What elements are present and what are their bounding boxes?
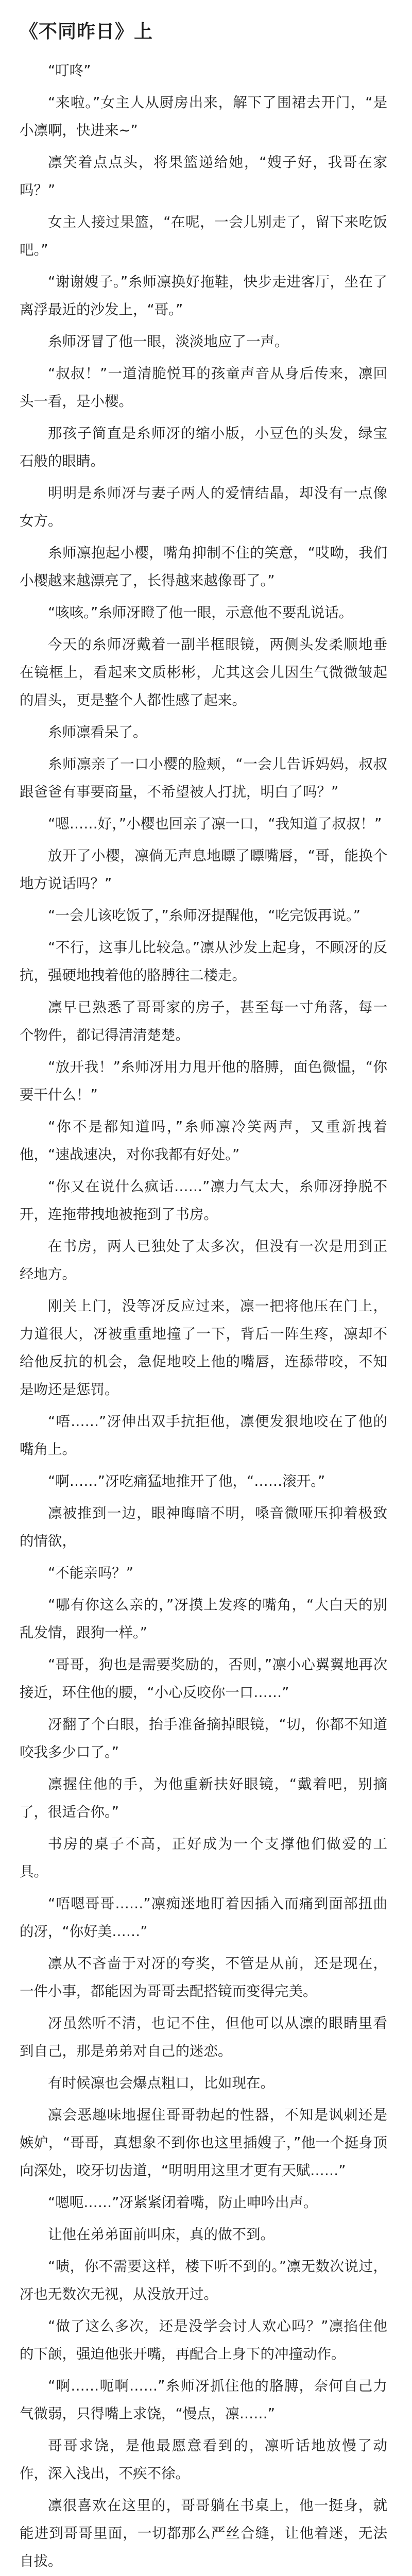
paragraph: 有时候凛也会爆点粗口，比如现在。 bbox=[48, 2075, 274, 2091]
paragraph: “叔叔！”一道清脆悦耳的孩童声音从身后传来，凛回头一看，是小樱。 bbox=[20, 365, 387, 410]
paragraph: 冴翻了个白眼，抬手准备摘掉眼镜，“切，你都不知道咬我多少口了。” bbox=[20, 1716, 387, 1760]
paragraph: 糸师凛抱起小樱，嘴角抑制不住的笑意，“哎呦，我们小樱越来越漂亮了，长得越来越像哥了。” bbox=[20, 545, 387, 589]
paragraph: “来啦。”女主人从厨房出来，解下了围裙去开门，“是小凛啊，快进来~” bbox=[20, 94, 387, 139]
paragraph: 凛很喜欢在这里的，哥哥躺在书桌上，他一挺身，就能进到哥哥里面，一切都那么严丝合缝，让他着迷，无法自拔。 bbox=[20, 2497, 387, 2569]
paragraph: 凛会恶趣味地握住哥哥勃起的性器，不知是讽刺还是嫉妒，“哥哥，真想象不到你也这里插嫂子，”他一个挺身顶向深处，咬牙切齿道，“明明用这里才更有天赋……” bbox=[20, 2107, 387, 2179]
paragraph: “你又在说什么疯话……”凛力气太大，糸师冴挣脱不开，连拖带拽地被拖到了书房。 bbox=[20, 1178, 387, 1223]
paragraph: 刚关上门，没等冴反应过来，凛一把将他压在门上，力道很大，冴被重重地撞了一下，背后一阵生疼，凛却不给他反抗的机会，急促地咬上他的嘴唇，连舔带咬，不知是吻还是惩罚。 bbox=[20, 1298, 387, 1398]
paragraph: 凛从不吝啬于对冴的夸奖，不管是从前，还是现在，一件小事，都能因为哥哥去配搭镜而变得完美。 bbox=[20, 1955, 387, 1999]
paragraph: “哥哥，狗也是需要奖励的，否则，”凛小心翼翼地再次接近，环住他的腰，“小心反咬你一口……” bbox=[20, 1656, 387, 1701]
paragraph: “放开我！”糸师冴用力甩开他的胳膊，面色微愠，“你要干什么！” bbox=[20, 1059, 387, 1103]
paragraph: 凛早已熟悉了哥哥家的房子，甚至每一寸角落，每一个物件，都记得清清楚楚。 bbox=[20, 999, 387, 1043]
paragraph: “嗯呃……”冴紧紧闭着嘴，防止呻吟出声。 bbox=[48, 2194, 318, 2211]
paragraph: “你不是都知道吗，”糸师凛冷笑两声，又重新拽着他，“速战速决，对你我都有好处。” bbox=[20, 1118, 387, 1163]
paragraph: “咳咳。”糸师冴瞪了他一眼，示意他不要乱说话。 bbox=[48, 604, 353, 621]
paragraph: 明明是糸师冴与妻子两人的爱情结晶，却没有一点像女方。 bbox=[20, 485, 387, 529]
paragraph: 凛笑着点点头，将果篮递给她，“嫂子好，我哥在家吗？” bbox=[20, 154, 387, 198]
paragraph: 放开了小樱，凛倘无声息地瞟了瞟嘴唇，“哥，能换个地方说话吗？” bbox=[20, 848, 387, 892]
paragraph: 今天的糸师冴戴着一副半框眼镜，两侧头发柔顺地垂在镜框上，看起来文质彬彬，尤其这会儿因生气微微皱起的眉头，更是整个人都性感了起来。 bbox=[20, 636, 387, 708]
paragraph: “哪有你这么亲的，”冴摸上发疼的嘴角，“大白天的别乱发情，跟狗一样。” bbox=[20, 1597, 387, 1641]
paragraph: 书房的桌子不高，正好成为一个支撑他们做爱的工具。 bbox=[20, 1836, 387, 1880]
paragraph: “啊……”冴吃痛猛地推开了他，“……滚开。” bbox=[48, 1473, 325, 1489]
article-body bbox=[20, 57, 387, 2576]
paragraph: 哥哥求饶，是他最愿意看到的，凛听话地放慢了动作，深入浅出，不疾不徐。 bbox=[20, 2437, 387, 2482]
paragraph: 女主人接过果篮，“在呢，一会儿别走了，留下来吃饭吧。” bbox=[20, 214, 387, 258]
paragraph: 糸师冴冒了他一眼，淡淡地应了一声。 bbox=[48, 333, 289, 350]
paragraph: 让他在弟弟面前叫床，真的做不到。 bbox=[48, 2226, 274, 2243]
paragraph: “一会儿该吃饭了，”糸师冴提醒他，“吃完饭再说。” bbox=[48, 907, 360, 924]
paragraph: “啧，你不需要这样，楼下听不到的。”凛无数次说过，冴也无数次无视，从没放开过。 bbox=[20, 2258, 387, 2302]
paragraph: 冴虽然听不清，也记不住，但他可以从凛的眼睛里看到自己，那是弟弟对自己的迷恋。 bbox=[20, 2015, 387, 2059]
paragraph: “唔嗯哥哥……”凛痴迷地盯着因插入而痛到面部扭曲的冴，“你好美……” bbox=[20, 1895, 387, 1940]
paragraph: “谢谢嫂子。”糸师凛换好拖鞋，快步走进客厅，坐在了离浮最近的沙发上，“哥。” bbox=[20, 274, 387, 318]
paragraph: “不行，这事儿比较急。”凛从沙发上起身，不顾冴的反抗，强硬地拽着他的胳膊往二楼走。 bbox=[20, 939, 387, 984]
paragraph: 凛被推到一边，眼神晦暗不明，嗓音微哑压抑着极致的情欲， bbox=[20, 1505, 387, 1549]
paragraph: “嗯……好，”小樱也回亲了凛一口，“我知道了叔叔！” bbox=[48, 816, 382, 832]
paragraph: 那孩子简直是糸师冴的缩小版，小豆色的头发，绿宝石般的眼睛。 bbox=[20, 425, 387, 469]
paragraph: “唔……”冴伸出双手抗拒他，凛便发狠地咬在了他的嘴角上。 bbox=[20, 1413, 387, 1458]
paragraph: “做了这么多次，还是没学会讨人欢心吗？”凛掐住他的下颌，强迫他张开嘴，再配合上身下的冲撞动作。 bbox=[20, 2318, 387, 2362]
paragraph: “不能亲吗？” bbox=[48, 1565, 133, 1581]
paragraph: 糸师凛亲了一口小樱的脸颊，“一会儿告诉妈妈，叔叔跟爸爸有事要商量，不希望被人打扰，明白了吗？” bbox=[20, 756, 387, 800]
paragraph: “叮咚” bbox=[48, 62, 91, 79]
paragraph: 凛握住他的手，为他重新扶好眼镜，“戴着吧，别摘了，很适合你。” bbox=[20, 1776, 387, 1820]
paragraph: 在书房，两人已独处了太多次，但没有一次是用到正经地方。 bbox=[20, 1238, 387, 1282]
paragraph: 糸师凛看呆了。 bbox=[48, 724, 147, 740]
paragraph: “啊……呃啊……”糸师冴抓住他的胳膊，奈何自己力气微弱，只得嘴上求饶，“慢点，凛……” bbox=[20, 2378, 387, 2422]
article-title: 《不同昨日》上 bbox=[20, 21, 153, 42]
